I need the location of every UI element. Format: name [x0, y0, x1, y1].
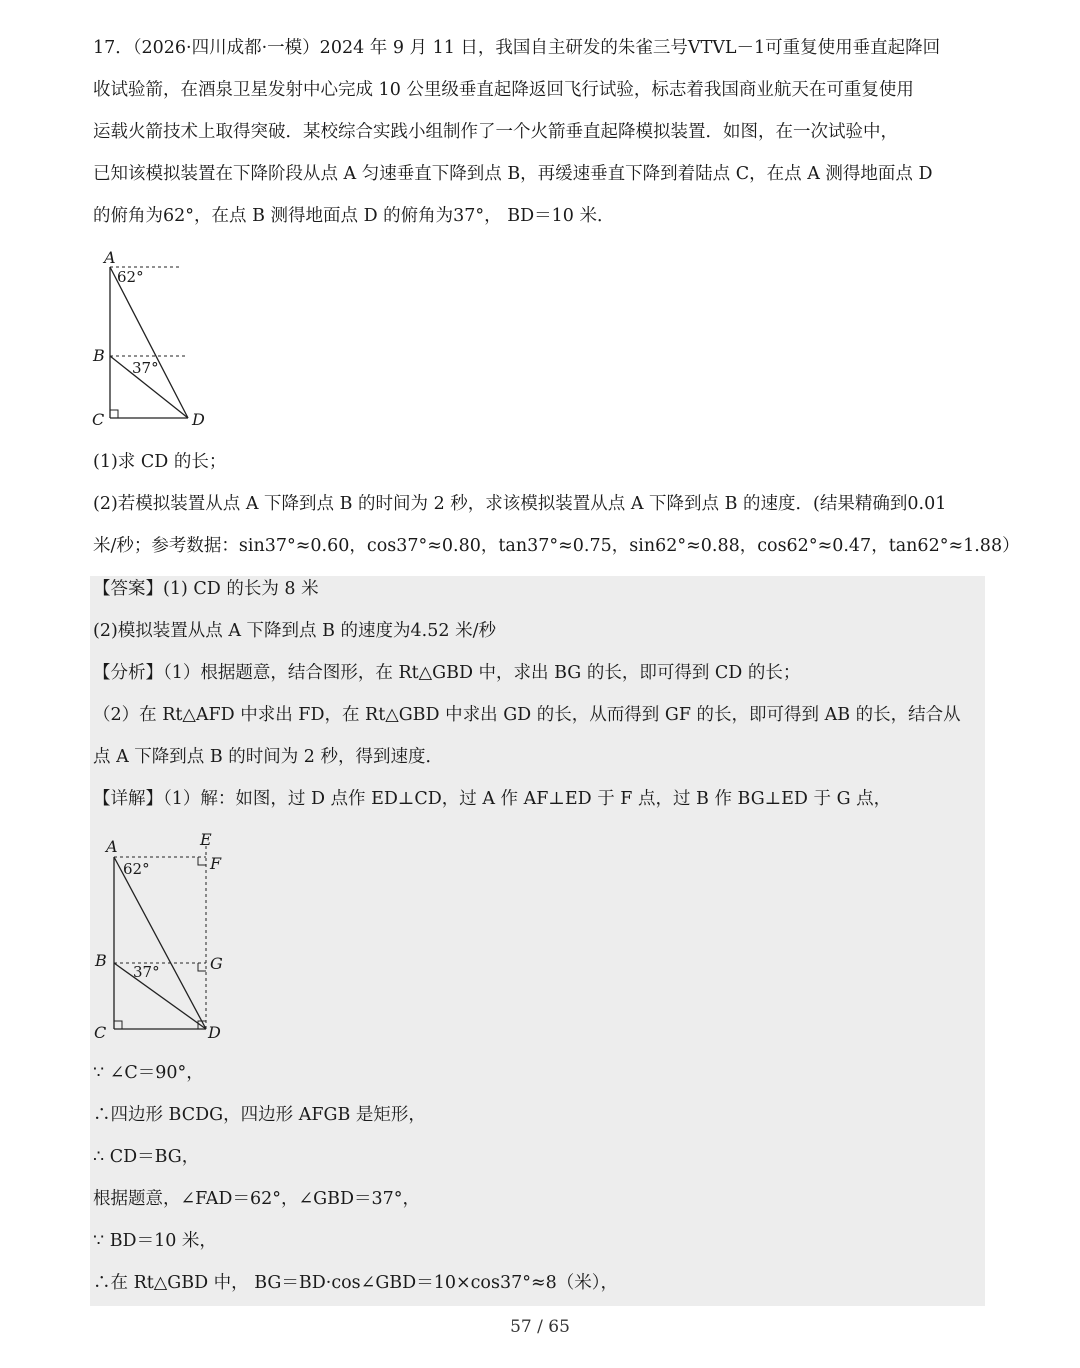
fig2-label-a: A	[106, 837, 118, 856]
fig1-label-c: C	[92, 410, 105, 429]
fig1-label-b: B	[93, 346, 105, 365]
page-number: 57 / 65	[510, 1317, 570, 1337]
fig2-label-g: G	[210, 954, 223, 973]
answer-line: (2)模拟装置从点 A 下降到点 B 的速度为4.52 米/秒	[93, 621, 496, 641]
subquestions	[93, 441, 1020, 567]
fig1-segment-ad	[110, 267, 188, 418]
fig1-angle-37: 37°	[132, 359, 159, 377]
solution-line: ∴在 Rt△GBD 中， BG＝BD·cos∠GBD＝10×cos37°≈8（米），	[93, 1273, 619, 1293]
fig2-right-angle-f	[198, 857, 206, 865]
fig1-right-angle-mark	[110, 410, 118, 418]
fig2-label-f: F	[210, 854, 222, 873]
fig2-right-angle-g	[198, 963, 206, 971]
solution-line: ∵ BD＝10 米，	[93, 1231, 217, 1251]
fig2-label-d: D	[208, 1023, 221, 1042]
solution-line: ∵ ∠C＝90°，	[93, 1063, 204, 1083]
fig2-label-b: B	[95, 951, 107, 970]
solution-text	[93, 1052, 985, 1304]
question-text	[93, 27, 985, 237]
fig1-label-d: D	[192, 410, 205, 429]
fig2-angle-62: 62°	[123, 860, 150, 878]
fig1-label-a: A	[104, 248, 116, 267]
figure-1-diagram	[88, 245, 208, 435]
analysis-line: 【分析】（1）根据题意，结合图形，在 Rt△GBD 中，求出 BG 的长，即可得到 CD 的长；	[93, 663, 801, 683]
detail-line: 【详解】（1）解：如图，过 D 点作 ED⊥CD，过 A 作 AF⊥ED 于 F 点，过 B 作 BG⊥ED 于 G 点，	[93, 789, 892, 809]
question-line: 17．（2026·四川成都·一模）2024 年 9 月 11 日，我国自主研发的朱雀三号VTVL－1可重复使用垂直起降回	[93, 38, 941, 58]
fig2-segment-bd	[114, 963, 206, 1029]
solution-line: ∴四边形 BCDG，四边形 AFGB 是矩形，	[93, 1105, 426, 1125]
fig2-segment-ad	[114, 857, 206, 1029]
answer-text	[93, 568, 985, 820]
question-line: 的俯角为62°，在点 B 测得地面点 D 的俯角为37°， BD＝10 米．	[93, 206, 615, 226]
question-line: 收试验箭，在酒泉卫星发射中心完成 10 公里级垂直起降返回飞行试验，标志着我国商业航天在可重复使用	[93, 80, 914, 100]
fig2-label-e: E	[200, 830, 212, 849]
fig2-angle-37: 37°	[133, 963, 160, 981]
subquestion-1: (1)求 CD 的长；	[93, 452, 227, 472]
question-line: 运载火箭技术上取得突破．某校综合实践小组制作了一个火箭垂直起降模拟装置．如图，在一次试验中，	[93, 122, 898, 142]
answer-line: 【答案】(1) CD 的长为 8 米	[93, 579, 319, 599]
subquestion-2: (2)若模拟装置从点 A 下降到点 B 的时间为 2 秒，求该模拟装置从点 A 下降到点 B 的速度．(结果精确到0.01	[93, 494, 947, 514]
subquestion-2-continued: 米/秒；参考数据：sin37°≈0.60，cos37°≈0.80，tan37°≈0.75，sin62°≈0.88，cos62°≈0.47，tan62°≈1.88）	[93, 536, 1020, 556]
fig2-label-c: C	[94, 1023, 107, 1042]
figure-2-diagram	[88, 826, 238, 1046]
question-line: 已知该模拟装置在下降阶段从点 A 匀速垂直下降到点 B，再缓速垂直下降到着陆点 C，在点 A 测得地面点 D	[93, 164, 933, 184]
fig1-angle-62: 62°	[117, 268, 144, 286]
analysis-line: （2）在 Rt△AFD 中求出 FD，在 Rt△GBD 中求出 GD 的长，从而得到 GF 的长，即可得到 AB 的长，结合从	[93, 705, 961, 725]
solution-line: ∴ CD＝BG，	[93, 1147, 200, 1167]
fig2-right-angle-c	[114, 1021, 122, 1029]
solution-line: 根据题意，∠FAD＝62°，∠GBD＝37°，	[93, 1189, 421, 1209]
analysis-line: 点 A 下降到点 B 的时间为 2 秒，得到速度．	[93, 747, 444, 767]
